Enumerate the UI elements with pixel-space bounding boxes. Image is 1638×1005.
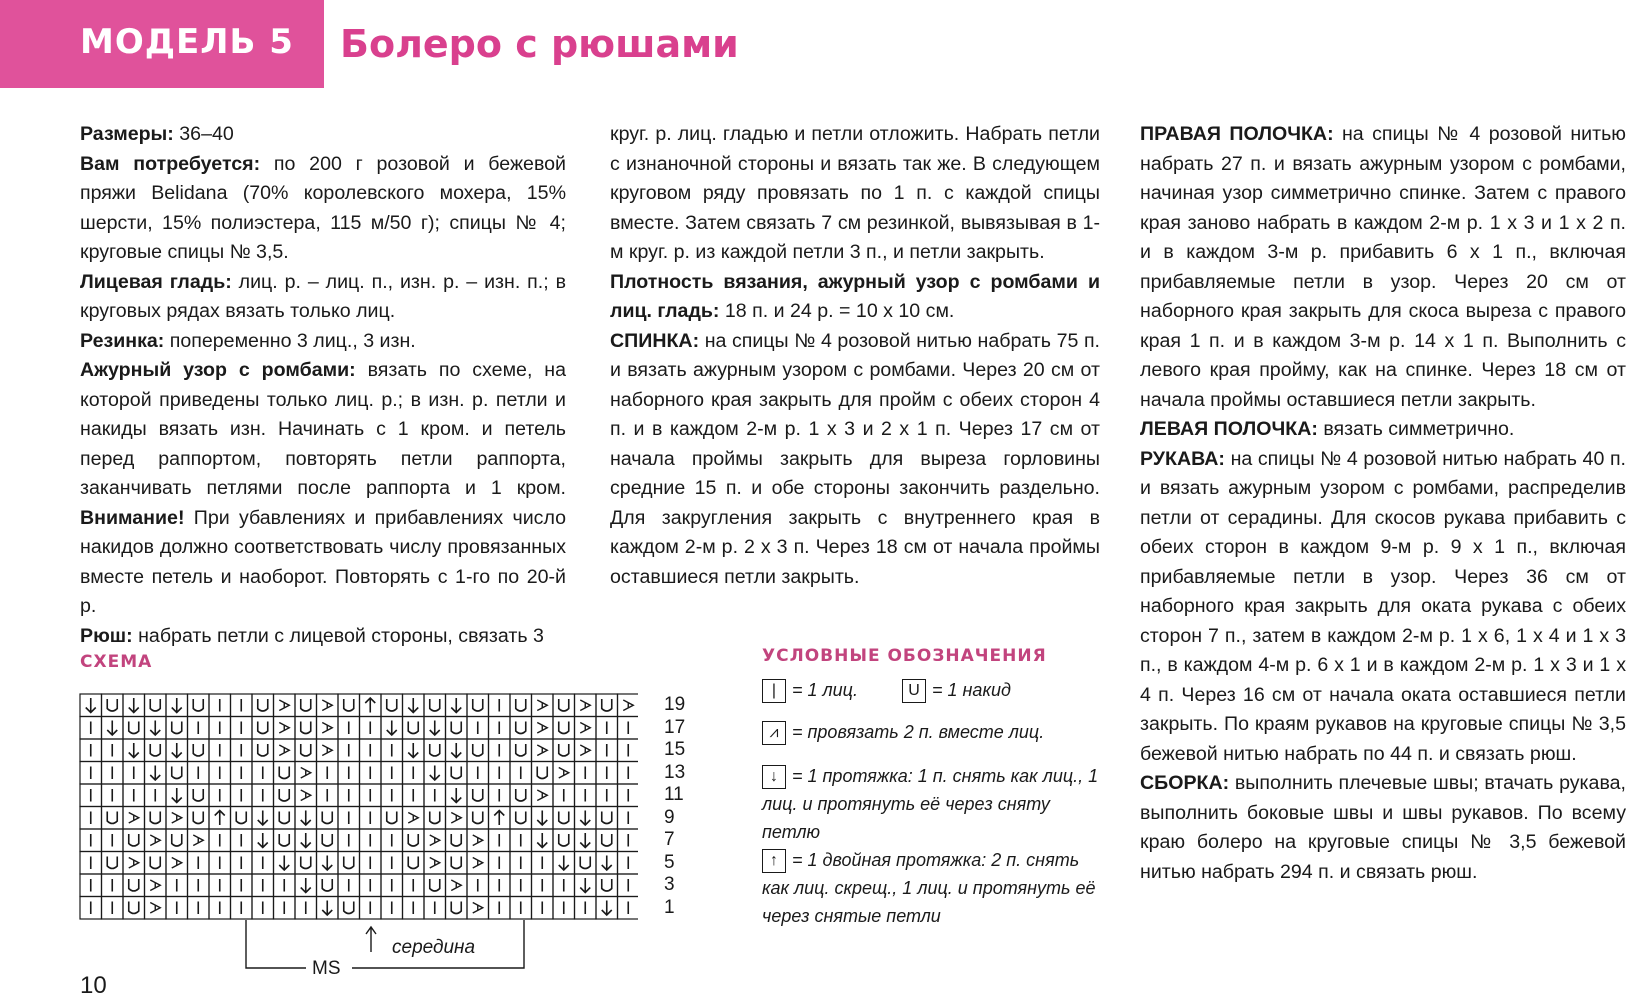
- legend-item: [762, 718, 1102, 746]
- paragraph-text: вязать симметрично.: [1317, 418, 1515, 440]
- chart-symbol: [279, 812, 289, 824]
- chart-symbol: [172, 767, 182, 779]
- chart-symbol: [408, 813, 418, 824]
- chart-symbol: [301, 722, 311, 734]
- chart-symbol: [430, 858, 440, 869]
- paragraph-heading: СПИНКА:: [610, 329, 700, 352]
- chart-cell: [510, 784, 532, 807]
- chart-symbol: [279, 834, 289, 846]
- chart-cell: [274, 807, 296, 830]
- chart-cell: [102, 852, 124, 875]
- legend-symbol-icon: ⩘: [762, 721, 786, 745]
- chart-symbol: [623, 700, 633, 711]
- chart-symbol: [473, 812, 483, 824]
- chart-cell: [145, 852, 167, 875]
- chart-symbol: [602, 856, 612, 871]
- row-number: 3: [664, 874, 675, 895]
- chart-cell: [252, 739, 274, 762]
- chart-symbol: [451, 767, 461, 779]
- chart-symbol: [193, 789, 203, 801]
- paragraph-heading: Рюш:: [80, 624, 133, 647]
- chart-symbol: [602, 699, 612, 711]
- chart-cell: [403, 717, 425, 740]
- legend-text: = 1 лиц.: [792, 680, 858, 700]
- chart-symbol: [150, 857, 160, 869]
- chart-symbol: [473, 903, 483, 914]
- chart-cell: [166, 762, 188, 785]
- text-column-3: [1140, 120, 1626, 887]
- chart-symbol: [430, 699, 440, 711]
- chart-symbol: [129, 813, 139, 824]
- chart-symbol: [279, 789, 289, 801]
- chart-cell: [553, 807, 575, 830]
- paragraph-heading: Внимание!: [80, 506, 185, 529]
- chart-cell: [403, 829, 425, 852]
- row-number: 1: [664, 896, 675, 918]
- legend-item: [902, 676, 1032, 704]
- paragraph-text: на спицы № 4 розовой нитью набрать 75 п. и вязать ажурным узором с ромбами. Через 20 см от наборного края закрыть для пройм с обеих сторон 4 п. и в каждом 2-м р. 1 х 3 и 2 х 1 п. Через 17 см от начала проймы закрыть для выреза горловины средние 15 п. и обе стороны закончить раздельно. Для закругления закрыть с внутреннего края в каждом 2-м р. 2 х 3 п. Через 18 см от начала проймы оставшиеся петли закрыть.: [610, 329, 1100, 588]
- chart-symbol: [301, 699, 311, 711]
- chart-symbol: [516, 744, 526, 756]
- chart-symbol: [279, 767, 289, 779]
- chart-symbol: [129, 743, 139, 758]
- paragraph-text: выполнить плечевые швы; втачать рукава, выполнить боковые швы и швы рукавов. По всему краю болеро на круговые спицы № 3,5 бежевой нитью набрать 294 п. и связать рюш.: [1140, 772, 1626, 883]
- ms-label: MS: [312, 958, 341, 979]
- paragraph: [610, 268, 1100, 327]
- chart-cell: [510, 694, 532, 717]
- chart-symbol: [193, 699, 203, 711]
- chart-symbol: [408, 698, 418, 713]
- chart-cell: [446, 762, 468, 785]
- chart-symbol: [537, 723, 547, 734]
- chart-symbol: [365, 698, 375, 713]
- chart-symbol: [430, 766, 440, 781]
- paragraph: [1140, 415, 1626, 445]
- paragraph-heading: Плотность вязания, ажурный узор с ромбами и лиц. гладь:: [610, 270, 1100, 322]
- chart-symbol: [172, 698, 182, 713]
- chart-symbol: [408, 857, 418, 869]
- chart-symbol: [580, 833, 590, 848]
- model-label: МОДЕЛЬ 5: [80, 22, 294, 62]
- page-title: Болеро с рюшами: [340, 22, 739, 66]
- chart-symbol: [301, 744, 311, 756]
- chart-symbol: [107, 812, 117, 824]
- chart-symbol: [344, 857, 354, 869]
- chart-symbol: [301, 811, 311, 826]
- chart-symbol: [107, 721, 117, 736]
- legend-item: [762, 846, 1102, 930]
- chart-symbol: [602, 901, 612, 916]
- chart-symbol: [150, 721, 160, 736]
- chart-cell: [424, 739, 446, 762]
- chart-cell: [231, 807, 253, 830]
- chart-symbol: [451, 743, 461, 758]
- paragraph-heading: Размеры:: [80, 123, 174, 145]
- chart-symbol: [129, 902, 139, 914]
- chart-symbol: [430, 812, 440, 824]
- chart-symbol: [473, 789, 483, 801]
- legend-text: = провязать 2 п. вместе лиц.: [792, 722, 1045, 742]
- chart-cell: [510, 807, 532, 830]
- chart-symbol: [537, 745, 547, 756]
- knitting-chart: [78, 692, 638, 962]
- chart-symbol: [580, 811, 590, 826]
- paragraph-text: 18 п. и 24 р. = 10 х 10 см.: [719, 300, 955, 322]
- chart-symbol: [172, 858, 182, 869]
- legend-symbol-icon: ↑: [762, 849, 786, 873]
- row-number: 9: [664, 806, 675, 828]
- chart-symbol: [473, 744, 483, 756]
- chart-symbol: [322, 879, 332, 891]
- chart-cell: [575, 852, 597, 875]
- chart-symbol: [301, 768, 311, 779]
- row-number: 7: [664, 829, 675, 850]
- chart-symbol: [258, 722, 268, 734]
- paragraph-heading: ЛЕВАЯ ПОЛОЧКА:: [1140, 418, 1318, 440]
- chart-cell: [123, 897, 145, 920]
- chart-symbol: [473, 858, 483, 869]
- chart-cell: [596, 829, 618, 852]
- paragraph-text: набрать петли с лицевой стороны, связать 3: [132, 624, 544, 647]
- chart-symbol: [559, 699, 569, 711]
- chart-symbol: [408, 743, 418, 758]
- chart-symbol: [279, 745, 289, 756]
- paragraph: [1140, 769, 1626, 887]
- chart-symbol: [516, 699, 526, 711]
- chart-symbol: [537, 811, 547, 826]
- chart-cell: [381, 807, 403, 830]
- chart-symbol: [537, 767, 547, 779]
- chart-symbol: [258, 699, 268, 711]
- chart-symbol: [408, 834, 418, 846]
- chart-symbol: [580, 878, 590, 893]
- paragraph: [80, 120, 566, 150]
- chart-symbol: [580, 857, 590, 869]
- chart-symbol: [322, 723, 332, 734]
- chart-cell: [145, 694, 167, 717]
- chart-symbol: [559, 744, 569, 756]
- chart-symbol: [301, 857, 311, 869]
- chart-symbol: [451, 880, 461, 891]
- paragraph-text: круг. р. лиц. гладью и петли отложить. Набрать петли с изнаночной стороны и вязать так же. В следующем круговом ряду провязать по 1 п. с каждой спицы вместе. Затем связать 7 см резинкой, вывязывая в 1-м круг. р. из каждой петли 3 п., и петли закрыть.: [610, 123, 1100, 263]
- chart-symbol: [322, 700, 332, 711]
- chart-symbol: [107, 699, 117, 711]
- chart-symbol: [150, 766, 160, 781]
- chart-cell: [424, 807, 446, 830]
- chart-cell: [274, 829, 296, 852]
- text-column-2: [610, 120, 1100, 592]
- chart-cell: [102, 694, 124, 717]
- chart-symbol: [258, 833, 268, 848]
- chart-symbol: [559, 722, 569, 734]
- legend-item: [762, 676, 892, 704]
- chart-symbol: [322, 901, 332, 916]
- chart-symbol: [193, 835, 203, 846]
- chart-symbol: [559, 768, 569, 779]
- chart-symbol: [580, 723, 590, 734]
- chart-symbol: [322, 812, 332, 824]
- chart-symbol: [430, 879, 440, 891]
- chart-cell: [532, 762, 554, 785]
- middle-label: середина: [392, 937, 476, 958]
- legend-text: = 1 двойная протяжка: 2 п. снять как лиц. скрещ., 1 лиц. и протянуть её через снятые петли: [762, 850, 1096, 926]
- chart-cell: [295, 852, 317, 875]
- paragraph: [80, 622, 566, 652]
- legend-symbol-icon: U: [902, 679, 926, 703]
- paragraph-text: на спицы № 4 розовой нитью набрать 40 п. и вязать ажурным узором с ромбами, распределив петли от серадины. Для скосов рукава прибавить с обеих сторон в каждом 9-м р. 9 х 1 п., включая прибавляемые петли в узор. Через 36 см от наборного края закрыть для оката рукава с обеих сторон 7 п., затем в каждом 2-м р. 1 х 6, 1 х 4 и 1 х 3 п., в каждом 4-м р. 6 х 1 и в каждом 2-м р. 1 х 3 и 1 х 4 п. Через 16 см от начала оката оставшиеся петли закрыть. По краям рукавов на круговые спицы № 3,5 бежевой нитью набрать по 44 п. и связать рюш.: [1140, 447, 1626, 765]
- chart-symbol: [107, 857, 117, 869]
- row-number: 19: [664, 694, 686, 715]
- row-number: 17: [664, 716, 686, 738]
- chart-symbol: [387, 812, 397, 824]
- page-number: 10: [80, 972, 107, 999]
- chart-cell: [446, 717, 468, 740]
- chart-symbol: [451, 902, 461, 914]
- chart-symbol: [430, 835, 440, 846]
- chart-symbol: [516, 789, 526, 801]
- paragraph: [80, 150, 566, 268]
- chart-cell: [467, 739, 489, 762]
- chart-cell: [553, 694, 575, 717]
- chart-symbol: [580, 700, 590, 711]
- chart-cell: [338, 852, 360, 875]
- paragraph-text: попеременно 3 лиц., 3 изн.: [164, 329, 416, 352]
- chart-symbol: [516, 722, 526, 734]
- chart-cell: [123, 874, 145, 897]
- paragraph: [80, 327, 566, 357]
- chart-symbol: [279, 723, 289, 734]
- chart-cell: [252, 694, 274, 717]
- legend-symbol-icon: ↓: [762, 765, 786, 789]
- chart-cell: [317, 829, 339, 852]
- chart-symbol: [537, 790, 547, 801]
- chart-cell: [188, 807, 210, 830]
- chart-cell: [338, 694, 360, 717]
- chart-symbol: [516, 812, 526, 824]
- chart-symbol: [387, 721, 397, 736]
- chart-cell: [123, 717, 145, 740]
- chart-cell: [317, 874, 339, 897]
- chart-cell: [295, 717, 317, 740]
- chart-symbol: [172, 743, 182, 758]
- paragraph: [1140, 120, 1626, 415]
- chart-cell: [274, 762, 296, 785]
- chart-cell: [467, 784, 489, 807]
- chart-symbol: [559, 834, 569, 846]
- chart-symbol: [322, 834, 332, 846]
- chart-symbol: [602, 834, 612, 846]
- paragraph-text: по 200 г розовой и бежевой пряжи Belidana (70% королевского мохера, 15% шерсти, 15% полиэстера, 115 м/50 г); спицы № 4; круговые спицы № 3,5.: [80, 152, 566, 263]
- chart-symbol: [129, 834, 139, 846]
- chart-symbol: [129, 698, 139, 713]
- chart-symbol: [129, 722, 139, 734]
- chart-cell: [510, 717, 532, 740]
- chart-symbol: [301, 878, 311, 893]
- chart-symbol: [602, 879, 612, 891]
- paragraph-text: вязать по схеме, на которой приведены только лиц. р.; в изн. р. петли и накиды вязать изн. Начинать с 1 кром. и петель перед раппортом, повторять петли раппорта, заканчивать петлями после раппорта и 1 кром.: [80, 359, 567, 499]
- chart-cell: [446, 829, 468, 852]
- chart-symbol: [150, 903, 160, 914]
- chart-symbol: [559, 856, 569, 871]
- chart-cell: [166, 717, 188, 740]
- chart-cell: [317, 807, 339, 830]
- chart-cell: [274, 784, 296, 807]
- chart-symbol: [322, 745, 332, 756]
- chart-symbol: [193, 744, 203, 756]
- chart-symbol: [86, 698, 96, 713]
- chart-symbol: [129, 879, 139, 891]
- chart-symbol: [494, 811, 504, 826]
- chart-cell: [166, 829, 188, 852]
- chart-symbol: [172, 788, 182, 803]
- chart-symbol: [451, 834, 461, 846]
- paragraph-heading: СБОРКА:: [1140, 772, 1230, 794]
- chart-symbol: [451, 813, 461, 824]
- legend-item: [762, 762, 1102, 846]
- chart-cell: [403, 852, 425, 875]
- chart-cell: [188, 739, 210, 762]
- paragraph-text: на спицы № 4 розовой нитью набрать 27 п. и вязать ажурным узором с ромбами, начиная узор симметрично спинке. Затем с правого края заново набрать в каждом 2-м р. 1 х 3 и 1 х 2 п. и в каждом 3-м р. прибавить 6 х 1 п., включая прибавляемые петли в узор. Через 20 см от наборного края закрыть для скоса выреза с правого края 1 п. и в каждом 3-м р. 14 х 1 п. Выполнить с левого края пройму, как на спинке. Через 18 см от начала проймы оставшиеся петли закрыть.: [1140, 123, 1626, 411]
- chart-cell: [295, 694, 317, 717]
- chart-symbol: [301, 790, 311, 801]
- chart-symbol: [537, 700, 547, 711]
- chart-cell: [467, 807, 489, 830]
- chart-symbol: [150, 812, 160, 824]
- chart-symbol: [193, 812, 203, 824]
- chart-cell: [295, 739, 317, 762]
- paragraph-text: При убавлениях и прибавлениях число накидов должно соответствовать числу провязанных вместе петель и наоборот. Повторять с 1-го по 20-й р.: [80, 506, 566, 617]
- chart-cell: [188, 694, 210, 717]
- chart-symbol: [559, 812, 569, 824]
- chart-cell: [446, 852, 468, 875]
- chart-symbol: [580, 745, 590, 756]
- chart-symbol: [150, 699, 160, 711]
- chart-cell: [467, 694, 489, 717]
- chart-symbol: [172, 722, 182, 734]
- chart-symbol: [172, 834, 182, 846]
- chart-symbol: [258, 744, 268, 756]
- chart-symbol: [473, 699, 483, 711]
- chart-symbol: [279, 856, 289, 871]
- chart-symbol: [451, 698, 461, 713]
- chart-cell: [145, 807, 167, 830]
- chart-cell: [381, 694, 403, 717]
- paragraph: [1140, 445, 1626, 770]
- paragraph: [610, 120, 1100, 268]
- chart-symbol: [215, 811, 225, 826]
- paragraph-text: 36–40: [173, 123, 234, 145]
- chart-cell: [446, 897, 468, 920]
- chart-symbol: [258, 811, 268, 826]
- chart-cell: [188, 784, 210, 807]
- chart-symbol: [301, 833, 311, 848]
- chart-cell: [338, 897, 360, 920]
- chart-symbol: [473, 835, 483, 846]
- row-number: 11: [664, 784, 684, 805]
- chart-cell: [596, 874, 618, 897]
- chart-symbol: [344, 699, 354, 711]
- chart-cell: [596, 694, 618, 717]
- paragraph-heading: Лицевая гладь:: [80, 270, 232, 293]
- chart-symbol: [387, 699, 397, 711]
- chart-symbol: [451, 722, 461, 734]
- row-number: 5: [664, 851, 675, 873]
- paragraph: [80, 356, 566, 622]
- chart-cell: [553, 717, 575, 740]
- chart-symbol: [408, 722, 418, 734]
- chart-symbol: [451, 788, 461, 803]
- paragraph-heading: Резинка:: [80, 329, 165, 352]
- legend-text: = 1 протяжка: 1 п. снять как лиц., 1 лиц. и протянуть её через сняту петлю: [762, 766, 1099, 842]
- chart-cell: [102, 807, 124, 830]
- chart-cell: [252, 717, 274, 740]
- chart-cell: [596, 807, 618, 830]
- chart-symbol: [150, 835, 160, 846]
- chart-cell: [553, 829, 575, 852]
- chart-symbol: [129, 858, 139, 869]
- paragraph-heading: Ажурный узор с ромбами:: [80, 359, 356, 381]
- chart-symbol: [172, 813, 182, 824]
- chart-symbol: [322, 856, 332, 871]
- chart-symbol: [602, 812, 612, 824]
- paragraph: [80, 268, 566, 327]
- chart-cell: [424, 694, 446, 717]
- chart-cell: [553, 739, 575, 762]
- paragraph-heading: РУКАВА:: [1140, 447, 1225, 470]
- legend-symbol-icon: |: [762, 679, 786, 703]
- legend-text: = 1 накид: [932, 680, 1011, 700]
- paragraph-text: лиц. р. – лиц. п., изн. р. – изн. п.; в круговых рядах вязать только лиц.: [80, 270, 566, 322]
- legend-title: УСЛОВНЫЕ ОБОЗНАЧЕНИЯ: [762, 646, 1047, 666]
- chart-symbol: [344, 902, 354, 914]
- paragraph-heading: ПРАВАЯ ПОЛОЧКА:: [1140, 123, 1334, 145]
- chart-cell: [123, 829, 145, 852]
- schema-title: СХЕМА: [80, 652, 153, 672]
- row-number: 15: [664, 739, 686, 760]
- chart-cell: [145, 739, 167, 762]
- chart-symbol: [150, 744, 160, 756]
- chart-cell: [424, 874, 446, 897]
- paragraph: [610, 327, 1100, 593]
- chart-symbol: [236, 812, 246, 824]
- chart-symbol: [537, 833, 547, 848]
- chart-symbol: [430, 744, 440, 756]
- chart-symbol: [279, 700, 289, 711]
- row-number: 13: [664, 761, 686, 783]
- paragraph-heading: Вам потребуется:: [80, 152, 261, 175]
- chart-symbol: [150, 880, 160, 891]
- chart-symbol: [451, 857, 461, 869]
- chart-cell: [510, 739, 532, 762]
- text-column-1: [80, 120, 566, 651]
- chart-symbol: [430, 721, 440, 736]
